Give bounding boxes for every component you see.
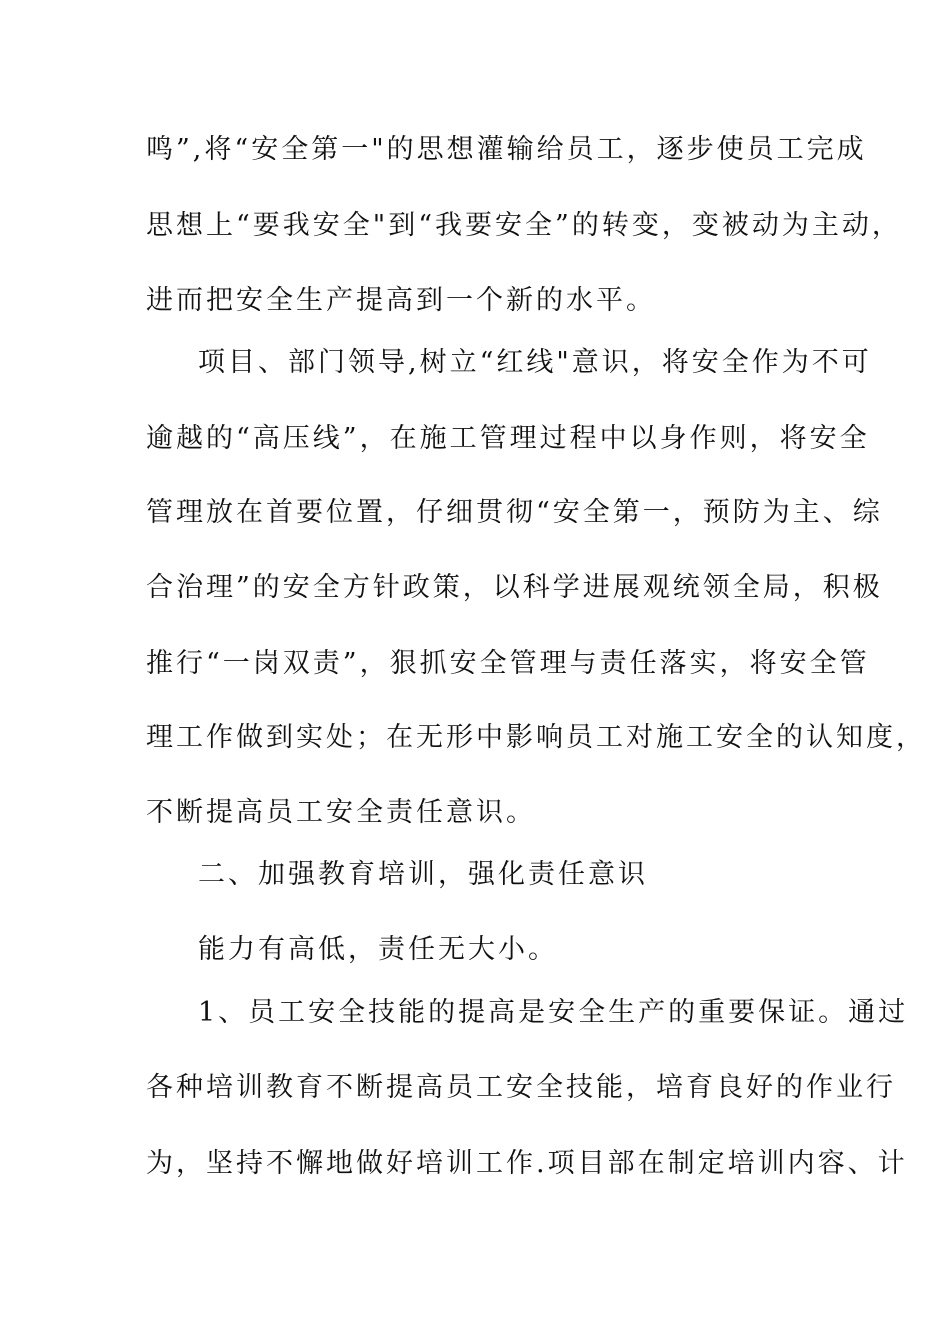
paragraph-line: 能力有高低，责任无大小。 [198,934,558,965]
text-line: 合治理”的安全方针政策，以科学进展观统领全局，积极 [146,572,883,603]
text-line: 进而把安全生产提高到一个新的水平。 [146,285,656,316]
text-line: 为，坚持不懈地做好培训工作.项目部在制定培训内容、计 [146,1148,908,1179]
text-line: 鸣”,将“安全第一"的思想灌输给员工，逐步使员工完成 [146,134,867,165]
text-line: 理工作做到实处；在无形中影响员工对施工安全的认知度， [146,722,926,753]
paragraph-line: 项目、部门领导,树立“红线"意识，将安全作为不可 [198,347,872,378]
paragraph-line: 1、员工安全技能的提高是安全生产的重要保证。通过 [198,997,909,1028]
text-line: 思想上“要我安全"到“我要安全”的转变，变被动为主动， [146,210,902,241]
text-line: 推行“一岗双责”，狠抓安全管理与责任落实，将安全管 [146,648,870,679]
section-heading: 二、加强教育培训，强化责任意识 [198,859,648,890]
text-line: 各种培训教育不断提高员工安全技能，培育良好的作业行 [146,1072,896,1103]
text-line: 管理放在首要位置，仔细贯彻“安全第一，预防为主、综 [146,497,883,528]
text-line: 不断提高员工安全责任意识。 [146,797,536,828]
text-line: 逾越的“高压线”，在施工管理过程中以身作则，将安全 [146,423,870,454]
